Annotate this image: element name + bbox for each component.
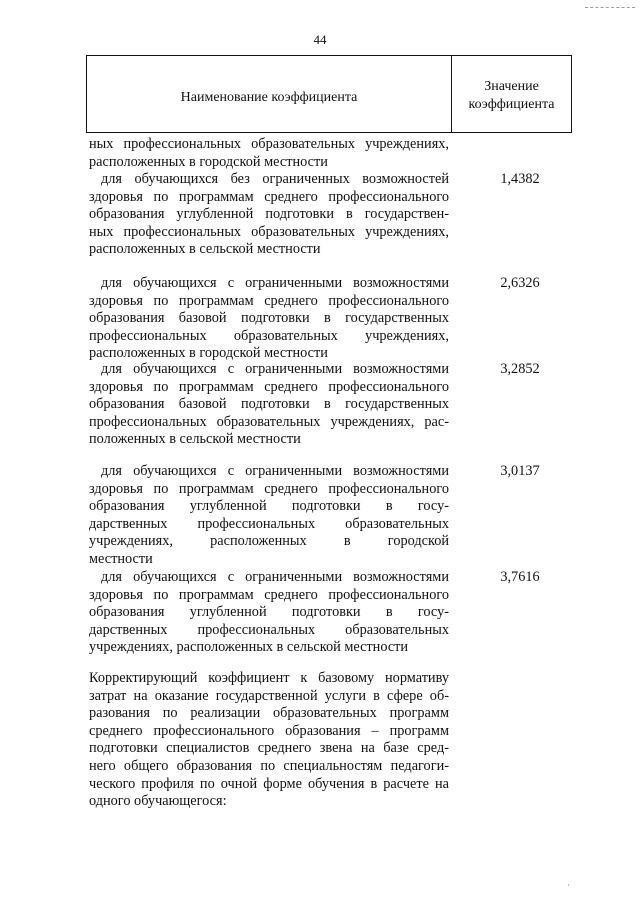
coefficient-row-5 xyxy=(89,569,449,657)
text-line: образования базовой подготовки в государственных xyxy=(89,310,449,327)
coefficient-row-1 xyxy=(89,171,449,259)
text-line: расположенных в сельской местности xyxy=(89,241,321,258)
page-number: 44 xyxy=(313,32,327,47)
coefficient-value-5: 3,7616 xyxy=(500,569,540,585)
text-line: дарственных профессиональных образовательных xyxy=(89,621,449,638)
header-coefficient-value xyxy=(452,56,571,132)
text-line: местности xyxy=(89,550,153,567)
coefficient-row-3 xyxy=(89,361,449,449)
text-line: образования углубленной подготовки в государствен- xyxy=(89,206,449,223)
text-line: для обучающихся с ограниченными возможностями xyxy=(101,361,449,377)
text-line: дарственных профессиональных образовательных xyxy=(89,515,449,532)
text-line: подготовки специалистов среднего звена на базе сред- xyxy=(89,740,449,757)
coefficient-value-3: 3,2852 xyxy=(500,361,540,377)
text-line: образования базовой подготовки в государственных xyxy=(89,396,449,413)
scan-edge-mark xyxy=(585,7,635,8)
text-line: расположенных в городской местности xyxy=(89,153,328,170)
text-line: ческого профиля по очной форме обучения в расчете на xyxy=(89,775,449,792)
text-line: здоровья по программам среднего профессионального xyxy=(89,480,449,497)
coefficient-value-1: 1,4382 xyxy=(500,171,540,187)
coefficient-row-2 xyxy=(89,275,449,363)
text-line: учреждениях, расположенных в сельской местности xyxy=(89,639,409,656)
text-line: здоровья по программам среднего профессионального xyxy=(89,378,449,395)
text-line: образования углубленной подготовки в госу- xyxy=(89,498,449,515)
header-value-line-1: Значение xyxy=(484,79,539,94)
text-line: положенных в сельской местности xyxy=(89,431,301,448)
text-line: ных профессиональных образовательных учреждениях, xyxy=(89,223,449,240)
header-value-line-2: коэффициента xyxy=(468,97,555,112)
text-line: здоровья по программам среднего профессионального xyxy=(89,188,449,205)
coefficient-row-4 xyxy=(89,463,449,569)
scan-speck-mark: · xyxy=(567,880,570,890)
text-line: здоровья по программам среднего профессионального xyxy=(89,292,449,309)
text-line: одного обучающегося: xyxy=(89,793,227,810)
text-line: для обучающихся с ограниченными возможностями xyxy=(101,569,449,585)
header-coefficient-name: Наименование коэффициента xyxy=(87,56,452,132)
text-line: него общего образования по специальностям педагоги- xyxy=(89,757,449,774)
text-line: для обучающихся с ограниченными возможностями xyxy=(101,463,449,479)
text-line: затрат на оказание государственной услуги в сфере об- xyxy=(89,687,449,704)
text-line: для обучающихся без ограниченных возможностей xyxy=(101,171,449,187)
coefficient-value-2: 2,6326 xyxy=(500,275,540,291)
table-header xyxy=(86,55,572,133)
text-line: ных профессиональных образовательных учреждениях, xyxy=(89,136,449,152)
text-line: образования углубленной подготовки в госу- xyxy=(89,604,449,621)
text-line: среднего профессионального образования – программ xyxy=(89,722,449,739)
text-line: разования по реализации образовательных программ xyxy=(89,705,449,722)
text-line: Корректирующий коэффициент к базовому нормативу xyxy=(89,670,449,686)
text-line: расположенных в городской местности xyxy=(89,345,328,362)
text-line: учреждениях, расположенных в городской xyxy=(89,533,449,550)
coefficient-value-4: 3,0137 xyxy=(500,463,540,479)
text-line: для обучающихся с ограниченными возможностями xyxy=(101,275,449,291)
continuation-text xyxy=(89,136,449,171)
corrective-coefficient-paragraph xyxy=(89,670,449,811)
text-line: профессиональных образовательных учреждениях, xyxy=(89,327,449,344)
text-line: профессиональных образовательных учреждениях, рас- xyxy=(89,413,449,430)
text-line: здоровья по программам среднего профессионального xyxy=(89,586,449,603)
